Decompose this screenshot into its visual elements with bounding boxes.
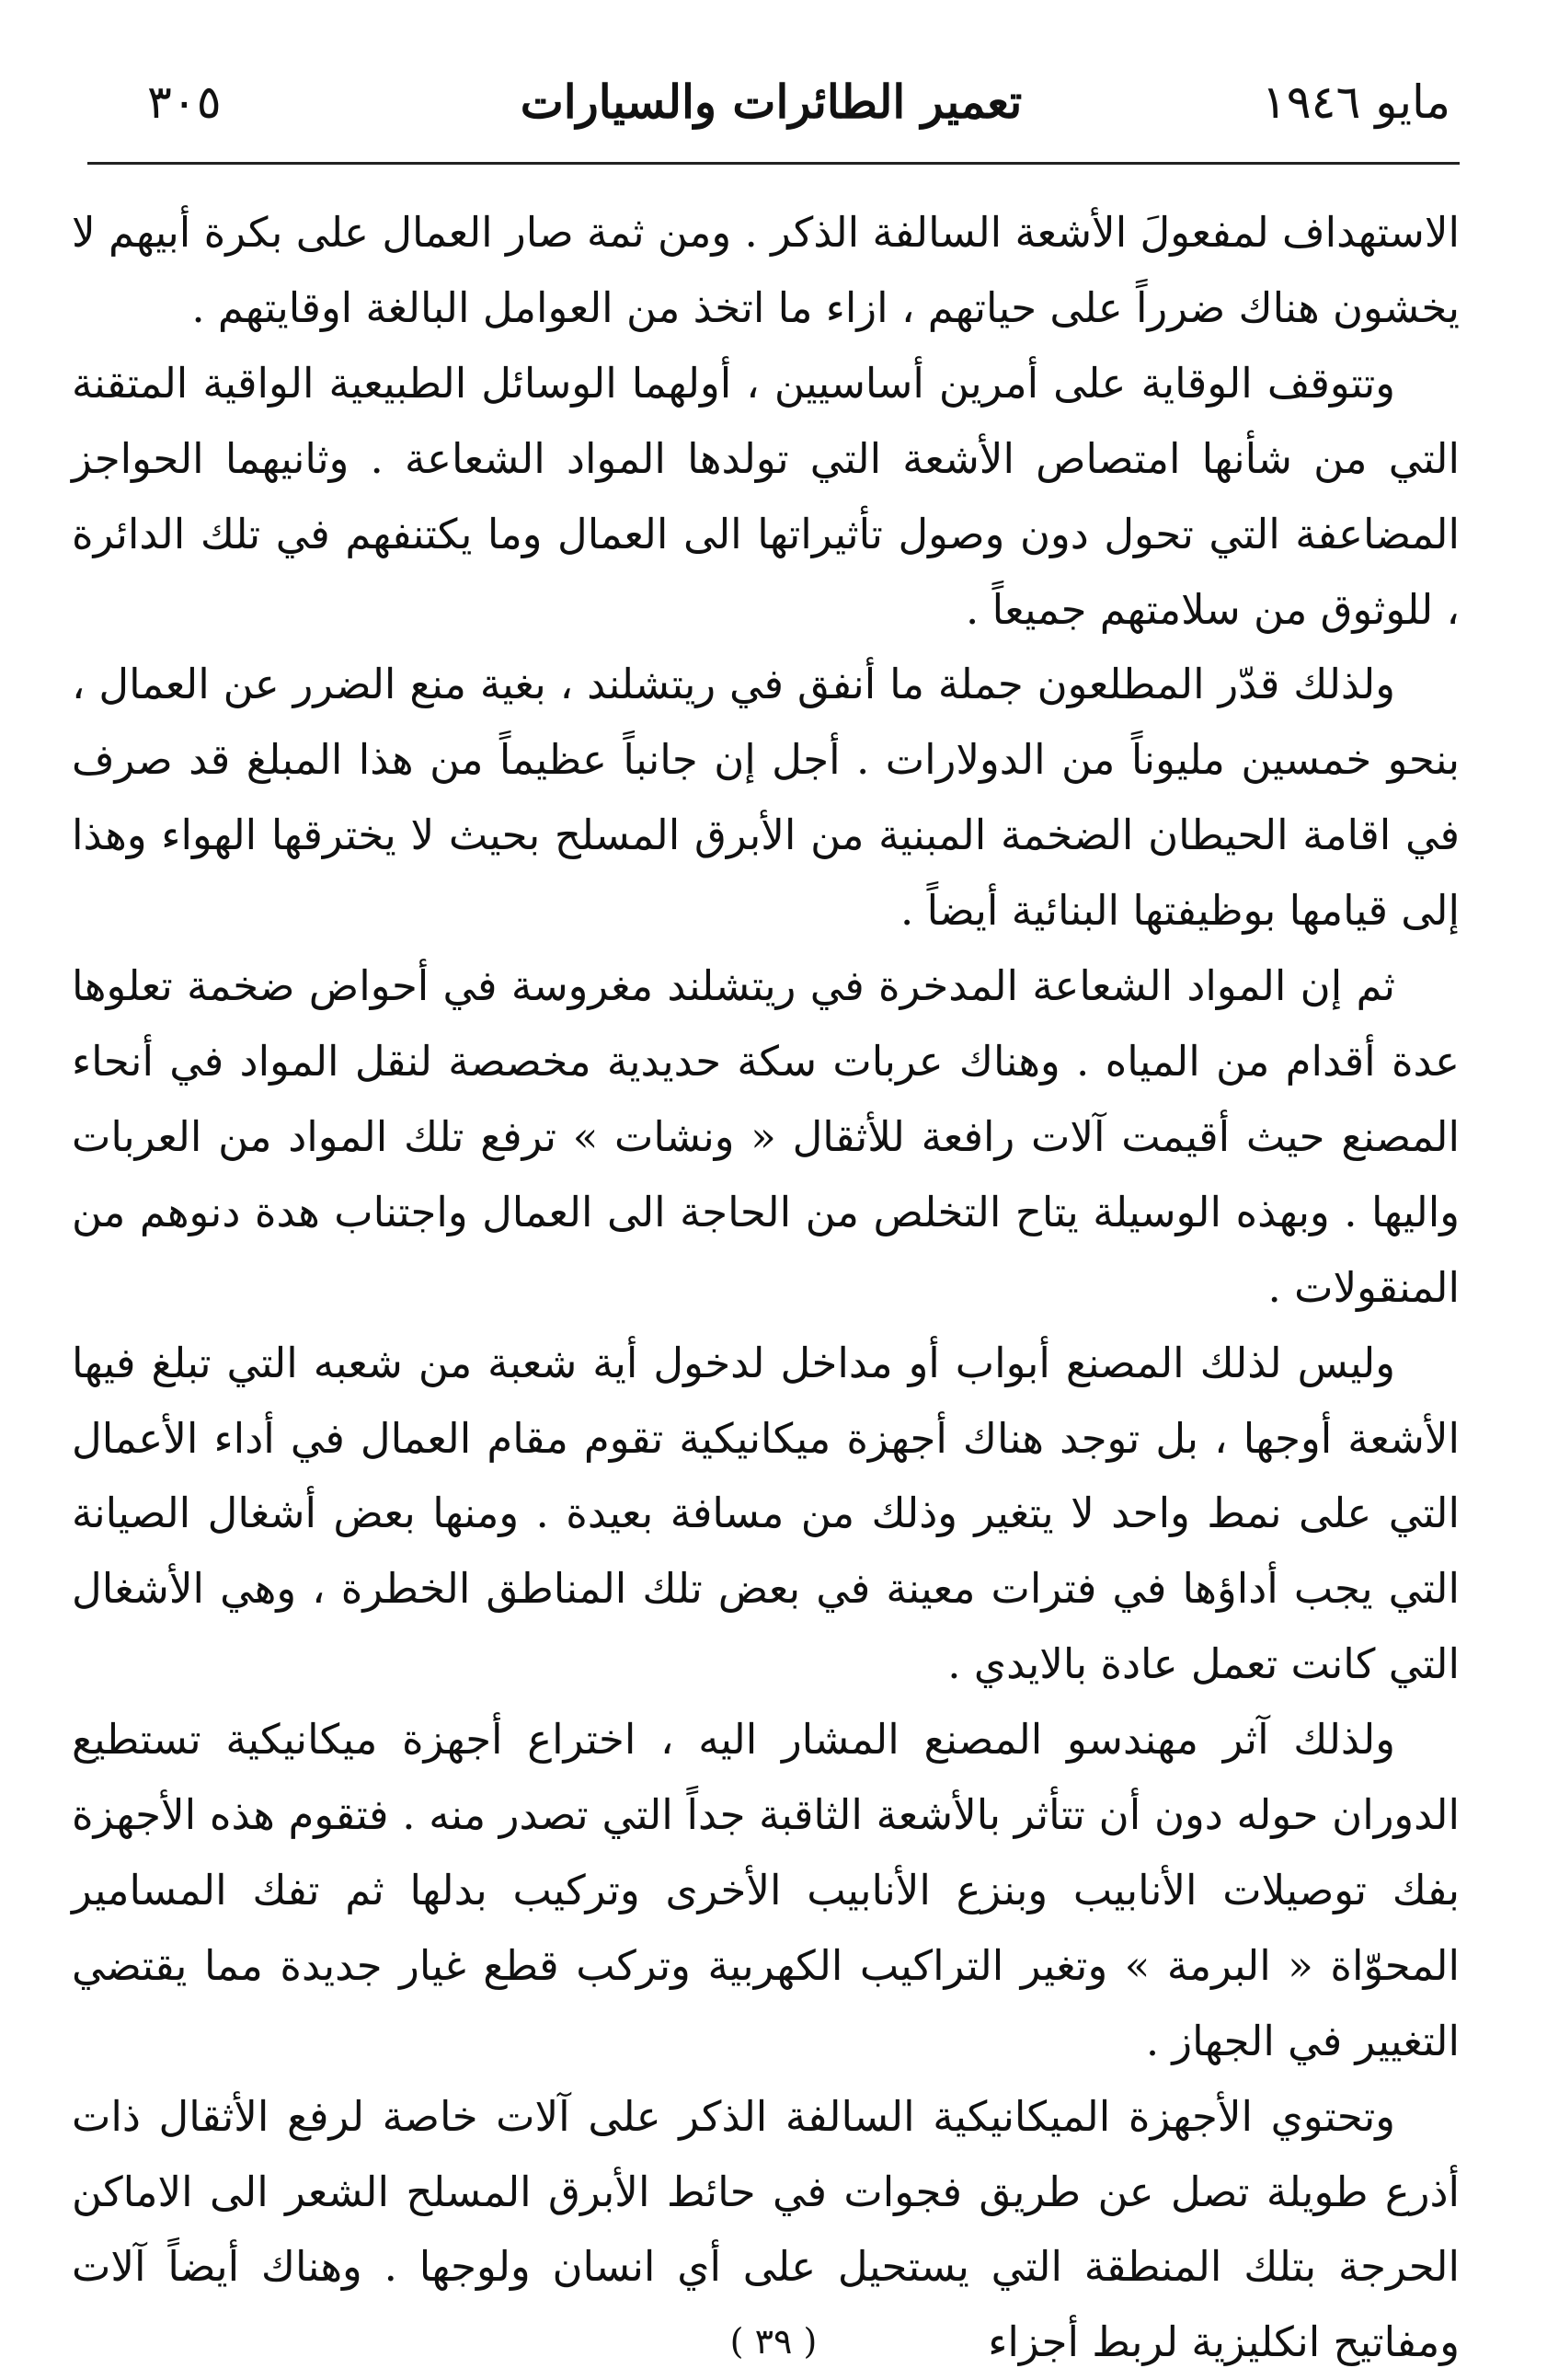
paragraph: ولذلك قدّر المطلعون جملة ما أنفق في ريتشلند ، بغية منع الضرر عن العمال ، بنحو خمسين مليوناً من الدولارات . أجل إن جانباً عظيماً من هذا المبلغ قد صرف في اقامة الحيطان الضخمة المبنية من الأبرق المسلح بحيث لا يخترقها الهواء وهذا إلى قيامها بوظيفتها البنائية أيضاً . (72, 660, 1460, 936)
header-page-number: ٣٠٥ (147, 75, 222, 129)
paragraph: وليس لذلك المصنع أبواب أو مداخل لدخول أية شعبة من شعبه التي تبلغ فيها الأشعة أوجها ، بل توجد هناك أجهزة ميكانيكية تقوم مقام العمال في أداء الأعمال التي على نمط واحد لا يتغير وذلك من مسافة بعيدة . ومنها بعض أشغال الصيانة التي يجب أداؤها في فترات معينة في بعض تلك المناطق الخطرة ، وهي الأشغال التي كانت تعمل عادة بالايدي . (72, 1338, 1460, 1689)
header-date: مايو ١٩٤٦ (1261, 75, 1450, 129)
header-title: تعمير الطائرات والسيارات (520, 75, 1023, 129)
paragraph: ولذلك آثر مهندسو المصنع المشار اليه ، اختراع أجهزة ميكانيكية تستطيع الدوران حوله دون أن تتأثر بالأشعة الثاقبة جداً التي تصدر منه . فتقوم هذه الأجهزة بفك توصيلات الأنابيب وبنزع الأنابيب الأخرى وتركيب بدلها ثم تفك المسامير المحوّاة « البرمة » وتغير التراكيب الكهربية وتركب قطع غيار جديدة مما يقتضي التغيير في الجهاز . (72, 1715, 1460, 2065)
header-rule (87, 162, 1460, 165)
signature-mark: ( ٣٩ ) (729, 2321, 818, 2362)
paragraph: ثم إن المواد الشعاعة المدخرة في ريتشلند مغروسة في أحواض ضخمة تعلوها عدة أقدام من المياه . وهناك عربات سكة حديدية مخصصة لنقل المواد في أنحاء المصنع حيث أقيمت آلات رافعة للأثقال « ونشات » ترفع تلك المواد من العربات واليها . وبهذه الوسيلة يتاح التخلص من الحاجة الى العمال واجتناب هدة دنوهم من المنقولات . (72, 961, 1460, 1312)
paragraph: وتحتوي الأجهزة الميكانيكية السالفة الذكر على آلات خاصة لرفع الأثقال ذات أذرع طويلة تصل عن طريق فجوات في حائط الأبرق المسلح الشعر الى الاماكن الحرجة بتلك المنطقة التي يستحيل على أي انسان ولوجها . وهناك أيضاً آلات ومفاتيح انكليزية لربط أجزاء (72, 2091, 1460, 2367)
running-header (83, 53, 1460, 155)
article-body (72, 195, 1460, 2380)
paragraph: وتتوقف الوقاية على أمرين أساسيين ، أولهما الوسائل الطبيعية الواقية المتقنة التي من شأنها امتصاص الأشعة التي تولدها المواد الشعاعة . وثانيهما الحواجز المضاعفة التي تحول دون وصول تأثيراتها الى العمال وما يكتنفهم في تلك الدائرة ، للوثوق من سلامتهم جميعاً . (72, 358, 1460, 634)
paragraph: الاستهداف لمفعولَ الأشعة السالفة الذكر . ومن ثمة صار العمال على بكرة أبيهم لا يخشون هناك ضرراً على حياتهم ، ازاء ما اتخذ من العوامل البالغة اوقايتهم . (72, 208, 1460, 332)
